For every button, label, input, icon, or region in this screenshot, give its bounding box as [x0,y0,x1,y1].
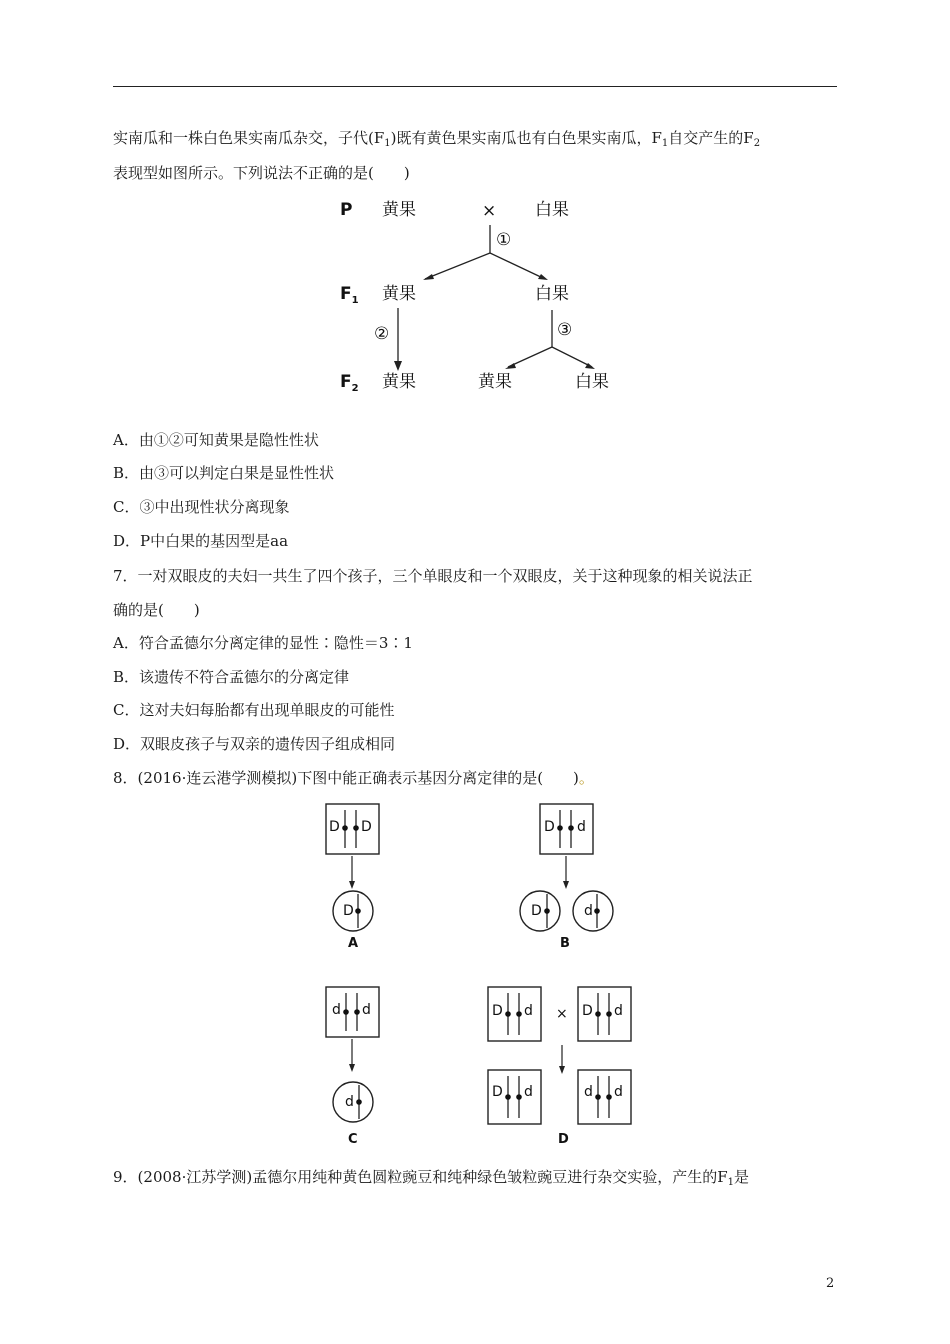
q7-option-d: D．双眼皮孩子与双亲的遗传因子组成相同 [113,735,396,753]
p-white-fruit: 白果 [535,200,569,220]
f1-generation-label: $F_1$ [340,284,359,306]
f1-white-fruit: 白果 [535,284,569,304]
d-cross-symbol: × [556,1006,568,1022]
svg-text:d: d [524,1003,533,1019]
step1-marker: ① [496,230,512,250]
svg-text:D: D [531,903,542,919]
q6-option-c: C．③中出现性状分离现象 [113,498,290,516]
q6-stem-line1: 实南瓜和一株白色果实南瓜杂交，子代$(F_1)$既有黄色果实南瓜也有白色果实南瓜，$F_1$自交产生的$F_2$ [113,129,761,149]
svg-text:d: d [345,1094,354,1110]
q6-option-d: D．P中白果的基因型是aa [113,532,289,550]
svg-text:D: D [582,1003,593,1019]
svg-text:d: d [332,1002,341,1018]
p-yellow-fruit: 黄果 [382,200,416,220]
svg-text:D: D [544,819,555,835]
diagram-d [488,987,631,1147]
diagram-b [520,804,613,951]
cross-symbol: × [482,201,497,221]
svg-text:d: d [584,903,593,919]
label-b: B [560,936,570,951]
svg-text:D: D [492,1003,503,1019]
q9-stem: 9．(2008·江苏学测)孟德尔用纯种黄色圆粒豌豆和纯种绿色皱粒豌豆进行杂交实验，产生的$F_1$是 [113,1168,749,1188]
q6-cross-diagram [330,195,630,400]
q7-stem-line2: 确的是( ) [113,601,200,619]
svg-text:D: D [343,903,354,919]
f2-generation-label: $F_2$ [340,372,359,394]
q8-stem: 8．(2016·连云港学测模拟)下图中能正确表示基因分离定律的是( )。 [113,769,594,787]
p-generation-label: P [340,200,353,220]
svg-text:d: d [524,1084,533,1100]
svg-text:d: d [362,1002,371,1018]
step2-marker: ② [374,324,390,344]
label-c: C [348,1132,358,1147]
f2-yellow-fruit-left: 黄果 [382,372,416,392]
page-number: 2 [826,1276,835,1291]
svg-text:D: D [329,819,340,835]
q7-option-b: B．该遗传不符合孟德尔的分离定律 [113,668,350,686]
svg-text:D: D [492,1084,503,1100]
header-rule [113,86,837,87]
diagram-a [326,804,379,951]
q6-option-b: B．由③可以判定白果是显性性状 [113,464,335,482]
label-d: D [558,1132,569,1147]
q7-option-c: C．这对夫妇每胎都有出现单眼皮的可能性 [113,701,395,719]
q6-option-a: A．由①②可知黄果是隐性性状 [113,431,319,449]
label-a: A [348,936,359,951]
q7-option-a: A．符合孟德尔分离定律的显性∶隐性＝3∶1 [113,634,413,652]
f1-yellow-fruit: 黄果 [382,284,416,304]
f2-yellow-fruit-right: 黄果 [478,372,512,392]
diagram-c [326,987,379,1147]
svg-text:d: d [584,1084,593,1100]
q8-allele-diagram [320,800,650,1152]
q7-stem-line1: 7．一对双眼皮的夫妇一共生了四个孩子，三个单眼皮和一个双眼皮，关于这种现象的相关说法正 [113,567,753,585]
svg-text:d: d [614,1003,623,1019]
svg-text:d: d [614,1084,623,1100]
step3-marker: ③ [557,320,573,340]
svg-text:D: D [361,819,372,835]
svg-text:d: d [577,819,586,835]
f2-white-fruit: 白果 [575,372,609,392]
q6-stem-line2: 表现型如图所示。下列说法不正确的是( ) [113,164,410,182]
